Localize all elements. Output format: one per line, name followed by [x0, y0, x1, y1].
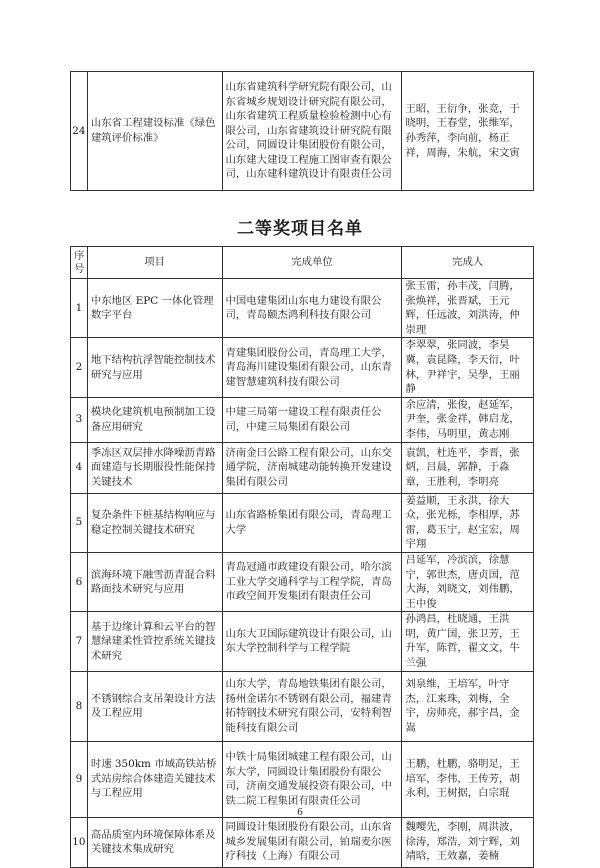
completing-people: 孙鸿昌，杜晓通，王洪明，黄广国，张卫芳，王升军，陈哲，翟文文，牛兰强: [402, 612, 534, 671]
completing-people: 张玉雷，孙丰茂，闫腾，张焕祥，张晋斌，王元辉，任远波，刘洪涛，仲崇理: [402, 279, 534, 338]
continued-award-table: [70, 71, 534, 191]
completing-units: 山东大卫国际建筑设计有限公司，山东大学控制科学与工程学院: [222, 612, 402, 671]
table-row: [71, 817, 534, 867]
completing-people: 刘泉维，王培军，叶守杰，江来珠，刘梅，全宇，房师亮，郝宇昌，金嵩: [402, 671, 534, 741]
completing-units: 山东省路桥集团有限公司，青岛理工大学: [222, 493, 402, 552]
row-number: 10: [71, 817, 88, 867]
table-row: [71, 338, 534, 397]
project-name: 山东省工程建设标准《绿色建筑评价标准》: [87, 72, 222, 191]
table-row: [71, 671, 534, 741]
second-prize-table: [70, 246, 534, 868]
row-number: 8: [71, 671, 88, 741]
table-row: [71, 442, 534, 493]
row-number: 9: [71, 741, 88, 817]
completing-units: 青岛冠通市政建设有限公司，哈尔滨工业大学交通科学与工程学院，青岛市政空间开发集团有限责任公司: [222, 552, 402, 611]
project-name: 中东地区 EPC 一体化管理数字平台: [87, 279, 222, 338]
header-no: 序号: [71, 247, 88, 279]
project-name: 不锈钢综合支吊架设计方法及工程应用: [87, 671, 222, 741]
completing-units: 济南金曰公路工程有限公司，山东交通学院，济南城建动能转换开发建设集团有限公司: [222, 442, 402, 493]
completing-units: 中国电建集团山东电力建设有限公司，青岛颐杰鸿利科技有限公司: [222, 279, 402, 338]
completing-units: 山东省建筑科学研究院有限公司，山东省城乡规划设计研究院有限公司，山东省建筑工程质量检验检测中心有限公司，山东省建筑设计研究院有限公司，同圆设计集团股份有限公司，山东建大建设工程施工图审查有限公司，山东建科建筑设计有限责任公司: [222, 72, 402, 191]
row-number: 6: [71, 552, 88, 611]
project-name: 高品质室内环境保障体系及关键技术集成研究: [87, 817, 222, 867]
completing-people: 李翠翠，张同波，李昊冀，袁昆隆，李天衍，叶林，尹祥宇，吴學，王丽静: [402, 338, 534, 397]
project-name: 模块化建筑机电预制加工设备应用研究: [87, 397, 222, 442]
table-header-row: [71, 247, 534, 279]
completing-units: 山东大学，青岛地铁集团有限公司，扬州金诺尔不锈钢有限公司，福建青拓特钢技术研究有限公司，安特利智能科技有限公司: [222, 671, 402, 741]
completing-people: 姜益顺，王永洪，徐大众，张光栎，李相厚，苏雷，葛玉宁，赵宝宏，周宇翔: [402, 493, 534, 552]
project-name: 季冻区双层排水降噪沥青路面建造与长期服役性能保持关键技术: [87, 442, 222, 493]
table-row: [71, 397, 534, 442]
section-title: 二等奖项目名单: [237, 219, 363, 239]
project-name: 地下结构抗浮智能控制技术研究与应用: [87, 338, 222, 397]
completing-people: 袁凯，杜连平，李晋，张炳，吕晨，郭静，于淼章，王胜利，李明亮: [402, 442, 534, 493]
completing-units: 同圆设计集团股份有限公司，山东省城乡发展集团有限公司，铂瑞麦尔医疗科技（上海）有限公司: [222, 817, 402, 867]
project-name: 时速 350km 市域高铁站桥式站房综合体建造关键技术与工程应用: [87, 741, 222, 817]
completing-units: 中建三局第一建设工程有限责任公司，中建三局集团有限公司: [222, 397, 402, 442]
completing-units: 青建集团股份公司，青岛理工大学，青岛海川建设集团有限公司，山东青建智慧建筑科技有限公司: [222, 338, 402, 397]
table-row: [71, 279, 534, 338]
row-number: 7: [71, 612, 88, 671]
project-name: 滨海环境下融雪沥青混合料路面技术研究与应用: [87, 552, 222, 611]
row-number: 24: [71, 72, 88, 191]
completing-people: 吕延军，冷滨滨，徐慧宁，郭世杰，唐贞国，范大海，刘晓文，刘伟鹏，王中俊: [402, 552, 534, 611]
row-number: 5: [71, 493, 88, 552]
row-number: 3: [71, 397, 88, 442]
project-name: 基于边缘计算和云平台的智慧绿建柔性管控系统关键技术研究: [87, 612, 222, 671]
project-name: 复杂条件下桩基结构响应与稳定控制关键技术研究: [87, 493, 222, 552]
header-project: 项目: [87, 247, 222, 279]
header-people: 完成人: [402, 247, 534, 279]
row-number: 2: [71, 338, 88, 397]
row-number: 1: [71, 279, 88, 338]
table-row: [71, 552, 534, 611]
table-row: [71, 493, 534, 552]
table-row: [71, 612, 534, 671]
header-unit: 完成单位: [222, 247, 402, 279]
completing-people: 王鹏，杜鹏，骆明足，王培军，李伟，王传芳，胡永利，王树据，白宗琨: [402, 741, 534, 817]
completing-units: 中铁十局集团城建工程有限公司，山东大学，同圆设计集团股份有限公司，济南交通发展投资有限公司，中铁二院工程集团有限责任公司: [222, 741, 402, 817]
completing-people: 王昭，王衍争，张竞，于晓明，王春堂，张维军，孙秀萍，李向前，杨正祥，周海，朱航，宋文寅: [402, 72, 534, 191]
completing-people: 魏嘤先，李刚，周洪波，徐涛，郑浩，刘宁辉，刘靖晗，王效嘉，姜楠: [402, 817, 534, 867]
completing-people: 余应清，张俊，赵延军，尹奎，张金祥，韩启龙，李伟，马明里，黄志刚: [402, 397, 534, 442]
page-number: 6: [297, 808, 303, 818]
table-row: [71, 741, 534, 817]
row-number: 4: [71, 442, 88, 493]
table-row: [71, 72, 534, 191]
